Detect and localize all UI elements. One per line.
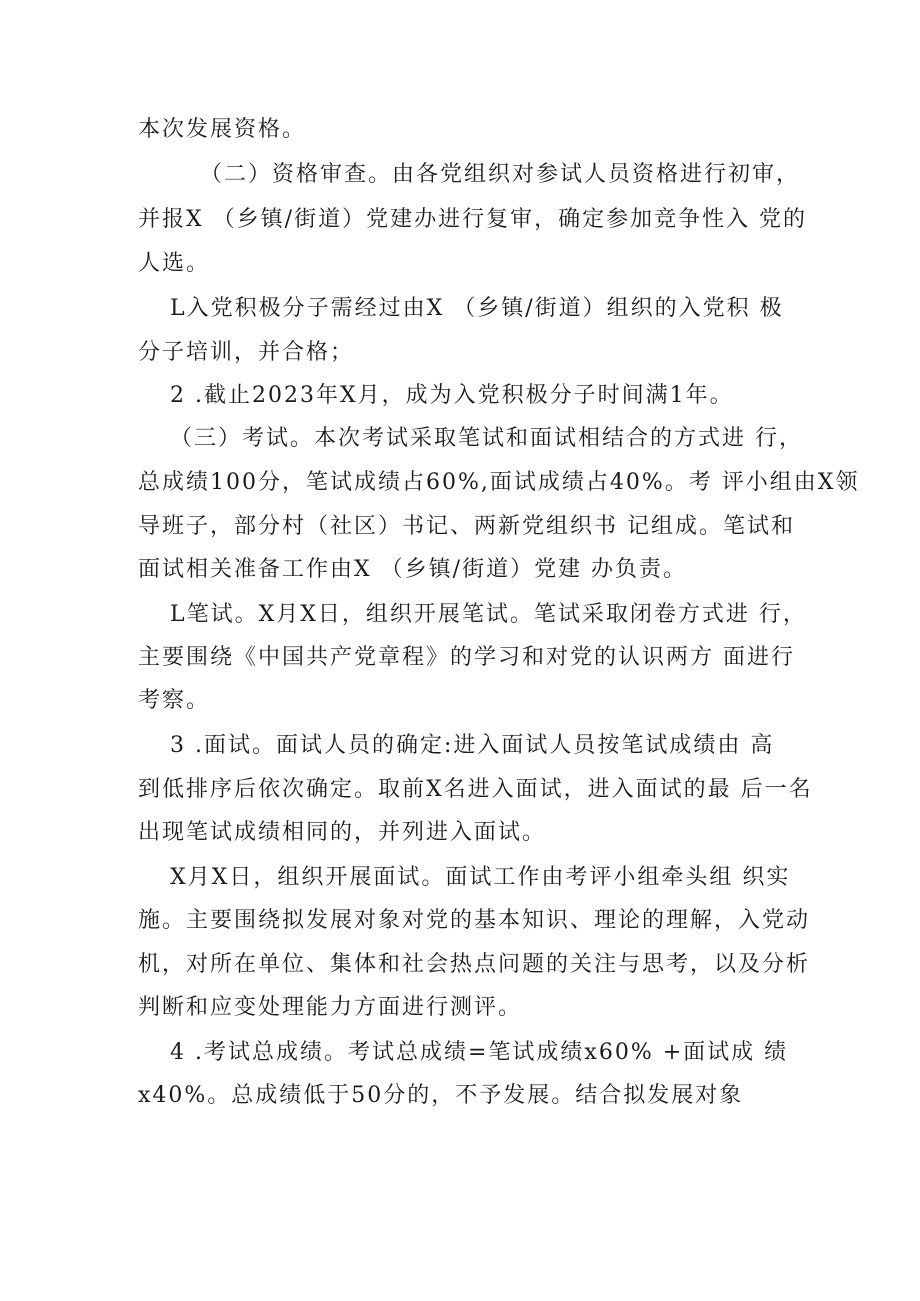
text-line: 总成绩100分，笔试成绩占60%,面试成绩占40%。考 评小组由X领 <box>138 470 860 495</box>
text-line: 出现笔试成绩相同的，并列进入面试。 <box>138 820 547 845</box>
text-line: 考察。 <box>138 688 211 713</box>
text-line: 本次发展资格。 <box>138 117 307 142</box>
text-line: x40%。总成绩低于50分的，不予发展。结合拟发展对象 <box>138 1083 744 1108</box>
text-line: （三）考试。本次考试采取笔试和面试相结合的方式进 行， <box>170 426 803 451</box>
text-line: （二）资格审查。由各党组织对参试人员资格进行初审， <box>200 162 801 187</box>
text-line: 判断和应变处理能力方面进行测评。 <box>138 995 523 1020</box>
text-line: 面试相关准备工作由X （乡镇/街道）党建 办负责。 <box>138 557 688 582</box>
text-line: 导班子，部分村（社区）书记、两新党组织书 记组成。笔试和 <box>138 514 795 539</box>
text-line: 分子培训，并合格； <box>138 340 355 365</box>
text-line: X月X日，组织开展面试。面试工作由考评小组牵头组 织实 <box>170 865 791 890</box>
text-line: L笔试。X月X日，组织开展笔试。笔试采取闭卷方式进 行， <box>170 602 807 627</box>
text-line: 并报X （乡镇/街道）党建办进行复审，确定参加竞争性入 党的 <box>138 207 808 232</box>
text-line: 4 .考试总成绩。考试总成绩=笔试成绩x60% +面试成 绩 <box>170 1040 789 1065</box>
text-line: 2 .截止2023年X月，成为入党积极分子时间满1年。 <box>170 383 734 408</box>
text-line: 到低排序后依次确定。取前X名进入面试，进入面试的最 后一名 <box>138 777 813 802</box>
text-line: 人选。 <box>138 251 211 276</box>
text-line: 施。主要围绕拟发展对象对党的基本知识、理论的理解，入党动 <box>138 908 811 933</box>
text-line: L入党积极分子需经过由X （乡镇/街道）组织的入党积 极 <box>170 296 784 321</box>
text-line: 3 .面试。面试人员的确定:进入面试人员按笔试成绩由 高 <box>170 733 775 758</box>
text-line: 机，对所在单位、集体和社会热点问题的关注与思考，以及分析 <box>138 952 811 977</box>
text-line: 主要围绕《中国共产党章程》的学习和对党的认识两方 面进行 <box>138 645 795 670</box>
